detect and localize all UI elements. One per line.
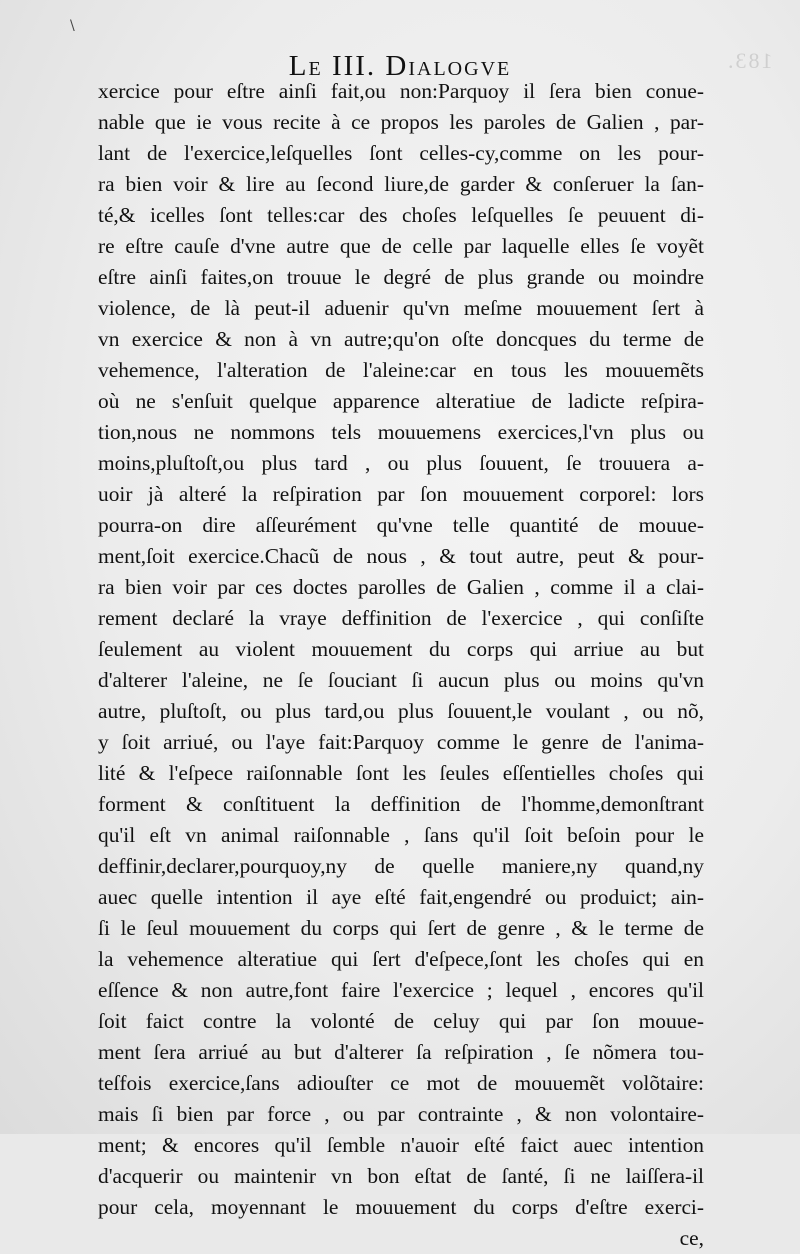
text-line: ſi le ſeul mouuement du corps qui ſert de genre , & le terme de <box>98 916 704 940</box>
bleed-through-page-number: 183. <box>725 48 772 73</box>
text-line: vn exercice & non à vn autre;qu'on oſte doncques du terme de <box>98 327 704 351</box>
text-line: où ne s'enſuit quelque apparence alteratiue de ladicte reſpira- <box>98 389 704 413</box>
text-line: ment,ſoit exercice.Chacũ de nous , & tout autre, peut & pour- <box>98 544 704 568</box>
text-line: la vehemence alteratiue qui ſert d'eſpece,ſont les choſes qui en <box>98 947 704 971</box>
text-line: ra bien voir & lire au ſecond liure,de garder & conſeruer la ſan- <box>98 172 704 196</box>
text-line: ce, <box>679 1226 704 1250</box>
text-line: xercice pour eſtre ainſi fait,ou non:Parquoy il ſera bien conue- <box>98 79 704 103</box>
text-line: nable que ie vous recite à ce propos les paroles de Galien , par- <box>98 110 704 134</box>
text-line: rement declaré la vraye deffinition de l'exercice , qui conſiſte <box>98 606 704 630</box>
text-line: autre, pluſtoſt, ou plus tard,ou plus ſouuent,le voulant , ou nõ, <box>98 699 704 723</box>
text-line: ſeulement au violent mouuement du corps qui arriue au but <box>98 637 704 661</box>
text-line: d'acquerir ou maintenir vn bon eſtat de ſanté, ſi ne laiſſera-il <box>98 1164 704 1188</box>
text-line: ra bien voir par ces doctes parolles de Galien , comme il a clai- <box>98 575 704 599</box>
text-line: violence, de là peut-il aduenir qu'vn meſme mouuement ſert à <box>98 296 704 320</box>
text-line: auec quelle intention il aye eſté fait,engendré ou produict; ain- <box>98 885 704 909</box>
text-line: qu'il eſt vn animal raiſonnable , ſans qu'il ſoit beſoin pour le <box>98 823 704 847</box>
text-line: y ſoit arriué, ou l'aye fait:Parquoy comme le genre de l'anima- <box>98 730 704 754</box>
text-line: vehemence, l'alteration de l'aleine:car en tous les mouuemẽts <box>98 358 704 382</box>
text-line: re eſtre cauſe d'vne autre que de celle par laquelle elles ſe voyẽt <box>98 234 704 258</box>
text-line: moins,pluſtoſt,ou plus tard , ou plus ſouuent, ſe trouuera a- <box>98 451 704 475</box>
text-line: ment ſera arriué au but d'alterer ſa reſpiration , ſe nõmera tou- <box>98 1040 704 1064</box>
text-line: ſoit faict contre la volonté de celuy qui par ſon mouue- <box>98 1009 704 1033</box>
text-line: uoir jà alteré la reſpiration par ſon mouuement corporel: lors <box>98 482 704 506</box>
text-line: lant de l'exercice,leſquelles ſont celles-cy,comme on les pour- <box>98 141 704 165</box>
text-line: pour cela, moyennant le mouuement du corps d'eſtre exerci- <box>98 1195 704 1219</box>
text-line: deffinir,declarer,pourquoy,ny de quelle maniere,ny quand,ny <box>98 854 704 878</box>
text-line: lité & l'eſpece raiſonnable ſont les ſeules eſſentielles choſes qui <box>98 761 704 785</box>
text-line: d'alterer l'aleine, ne ſe ſouciant ſi aucun plus ou moins qu'vn <box>98 668 704 692</box>
text-line: forment & conſtituent la deffinition de l'homme,demonſtrant <box>98 792 704 816</box>
text-line: té,& icelles ſont telles:car des choſes leſquelles ſe peuuent di- <box>98 203 704 227</box>
text-line: eſtre ainſi faites,on trouue le degré de plus grande ou moindre <box>98 265 704 289</box>
corner-mark: \ <box>70 18 75 34</box>
text-line: pourra-on dire aſſeurément qu'vne telle quantité de mouue- <box>98 513 704 537</box>
text-line: mais ſi bien par force , ou par contrainte , & non volontaire- <box>98 1102 704 1126</box>
text-line: eſſence & non autre,font faire l'exercice ; lequel , encores qu'il <box>98 978 704 1002</box>
running-head: Le III. Dialogve <box>288 50 512 82</box>
body-text <box>98 76 704 1254</box>
text-line: teſfois exercice,ſans adiouſter ce mot de mouuemẽt volõtaire: <box>98 1071 704 1095</box>
text-line: tion,nous ne nommons tels mouuemens exercices,l'vn plus ou <box>98 420 704 444</box>
text-line: ment; & encores qu'il ſemble n'auoir eſté faict auec intention <box>98 1133 704 1157</box>
